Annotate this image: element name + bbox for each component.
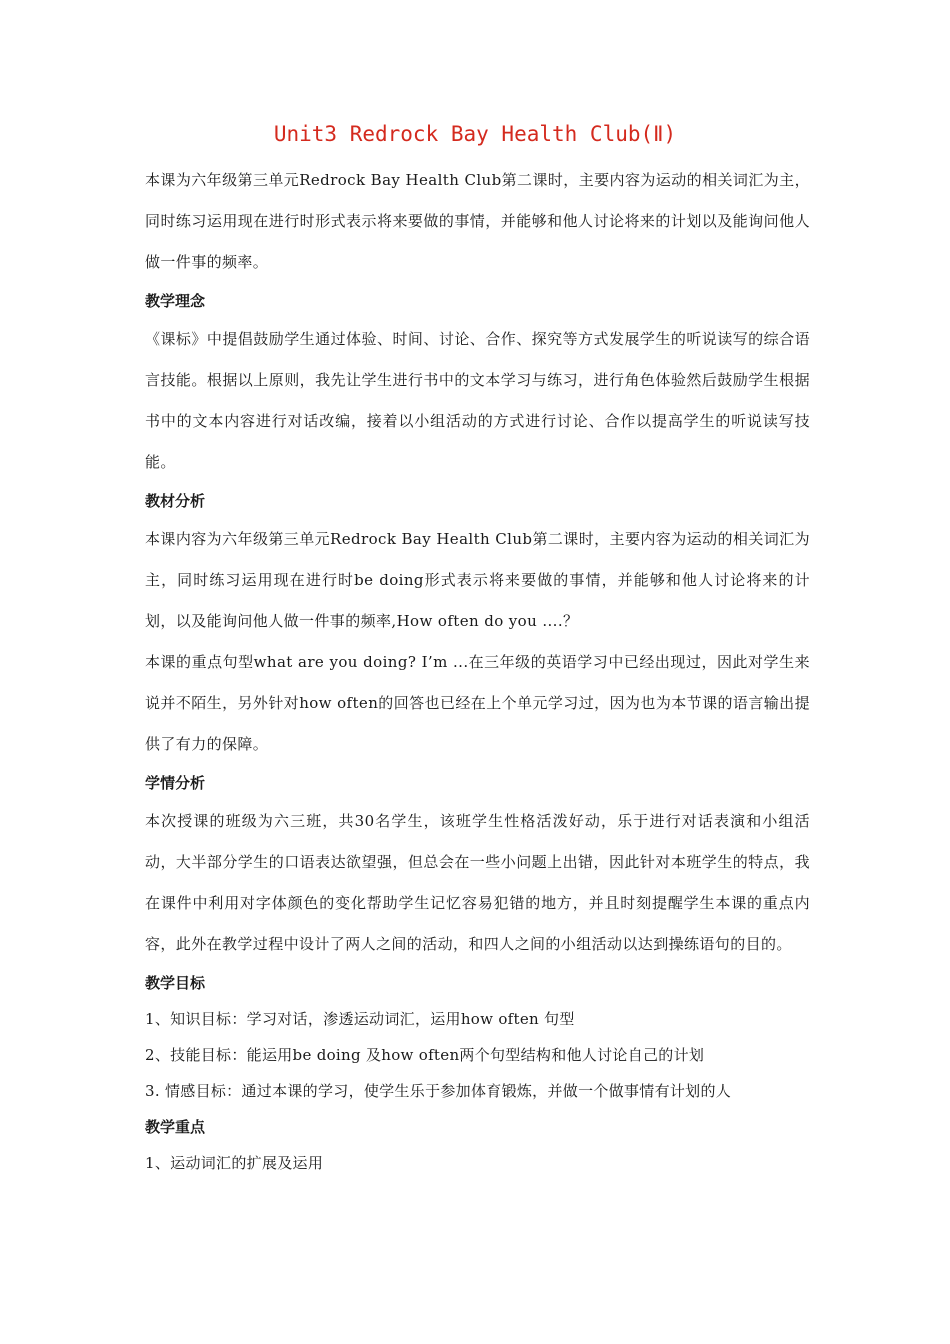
- document-body: [145, 160, 810, 1181]
- objective-item: 1、知识目标：学习对话，渗透运动词汇，运用how often 句型: [145, 1010, 575, 1028]
- section-heading-focus: 教学重点: [145, 1118, 206, 1136]
- objective-item: 2、技能目标：能运用be doing 及how often两个句型结构和他人讨论自己的计划: [145, 1046, 705, 1064]
- intro-paragraph: 本课为六年级第三单元Redrock Bay Health Club第二课时，主要内容为运动的相关词汇为主，同时练习运用现在进行时形式表示将来要做的事情，并能够和他人讨论将来的计划以及能询问他人做一件事的频率。: [145, 171, 810, 271]
- section-heading-students: 学情分析: [145, 774, 206, 792]
- section-heading-objectives: 教学目标: [145, 974, 206, 992]
- philosophy-paragraph: 《课标》中提倡鼓励学生通过体验、时间、讨论、合作、探究等方式发展学生的听说读写的综合语言技能。根据以上原则，我先让学生进行书中的文本学习与练习，进行角色体验然后鼓励学生根据书中的文本内容进行对话改编，接着以小组活动的方式进行讨论、合作以提高学生的听说读写技能。: [145, 330, 810, 471]
- section-heading-material: 教材分析: [145, 492, 206, 510]
- section-heading-philosophy: 教学理念: [145, 292, 206, 310]
- objective-item: 3. 情感目标：通过本课的学习，使学生乐于参加体育锻炼，并做一个做事情有计划的人: [145, 1082, 732, 1100]
- students-paragraph: 本次授课的班级为六三班，共30名学生，该班学生性格活泼好动，乐于进行对话表演和小组活动，大半部分学生的口语表达欲望强，但总会在一些小问题上出错，因此针对本班学生的特点，我在课件中利用对字体颜色的变化帮助学生记忆容易犯错的地方，并且时刻提醒学生本课的重点内容，此外在教学过程中设计了两人之间的活动，和四人之间的小组活动以达到操练语句的目的。: [145, 812, 810, 953]
- material-paragraph-1: 本课内容为六年级第三单元Redrock Bay Health Club第二课时，主要内容为运动的相关词汇为主，同时练习运用现在进行时be doing形式表示将来要做的事情，并能够和他人讨论将来的计划，以及能询问他人做一件事的频率,How often do you ....？: [145, 530, 810, 630]
- material-paragraph-2: 本课的重点句型what are you doing? I’m ...在三年级的英语学习中已经出现过，因此对学生来说并不陌生，另外针对how often的回答也已经在上个单元学习过，因为也为本节课的语言输出提供了有力的保障。: [145, 653, 810, 753]
- focus-item: 1、运动词汇的扩展及运用: [145, 1154, 324, 1172]
- document-title: Unit3 Redrock Bay Health Club(Ⅱ): [273, 122, 677, 146]
